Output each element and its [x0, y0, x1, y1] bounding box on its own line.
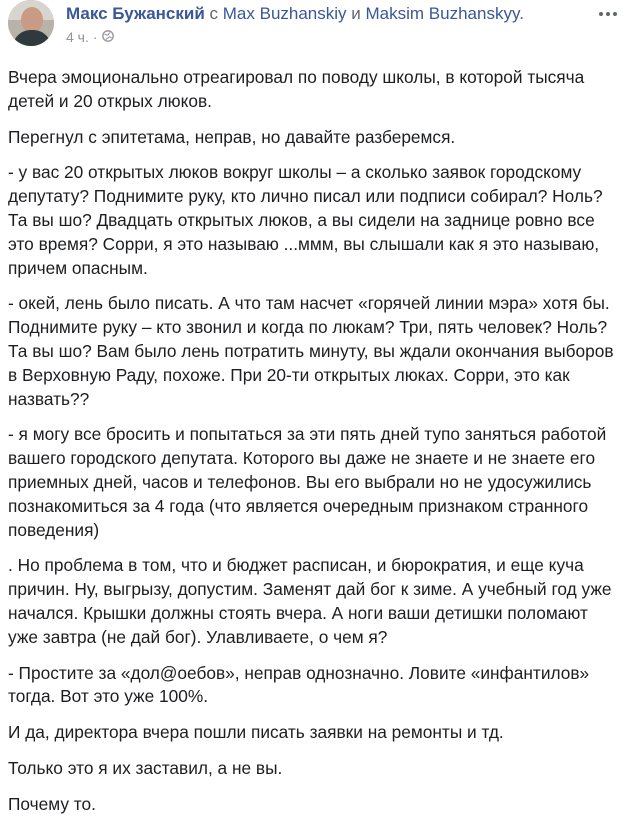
separator-dot: ·: [92, 29, 98, 45]
post-meta: [66, 29, 114, 45]
post-paragraph: Только это я их заставил, а не вы.: [8, 757, 283, 778]
more-options-icon[interactable]: [596, 4, 620, 24]
globe-icon[interactable]: [102, 29, 114, 45]
and-word: и: [351, 4, 361, 23]
post-paragraph: - я могу все бросить и попытаться за эти пять дней тупо заняться работой вашего городского депутата. Которого вы даже не знаете и не знаете его приемных дней, часов и телефонов. Вы его выбрали но не удосужились познакомиться за 4 года (что является очередным признаком странного поведения): [8, 424, 607, 540]
post-body: [8, 66, 620, 829]
post-time[interactable]: 4 ч.: [66, 29, 89, 45]
post-paragraph: Вчера эмоционально отреагировал по поводу школы, в которой тысяча детей и 20 открых люков.: [8, 67, 585, 111]
post-paragraph: Почему то.: [8, 793, 96, 814]
with-word: с: [209, 4, 219, 23]
tagged-person-1[interactable]: Max Buzhanskiy: [222, 4, 347, 23]
post-paragraph: . Но проблема в том, что и бюджет расписан, и бюрократия, и еще куча причин. Ну, выгрызу, допустим. Заменят дай бог к зиме. А учебный год уже начался. Крышки должны стоять вчера. А ноги ваши детишки поломают уже завтра (не дай бог). Улавливаете, о чем я?: [8, 555, 612, 647]
post-paragraph: - окей, лень было писать. А что там насчет «горячей линии мэра» хотя бы. Поднимите руку – кто звонил и когда по люкам? Три, пять человек? Ноль? Та вы шо? Вам было лень потратить минуту, вы ждали окончания выборов в Верховную Раду, похоже. При 20-ти открытых люках. Сорри, это как назвать??: [8, 293, 614, 409]
avatar[interactable]: [8, 0, 54, 46]
post-paragraph: - у вас 20 открытых люков вокруг школы – а сколько заявок городскому депутату? Поднимите руку, кто лично писал или подписи собирал? Ноль? Та вы шо? Двадцать открытых люков, а вы сидели на заднице ровно все это время? Сорри, я это называю ...ммм, вы слышали как я это называю, причем опасным.: [8, 162, 603, 278]
author-line: [66, 4, 524, 24]
tagged-person-2[interactable]: Maksim Buzhanskyy.: [365, 4, 524, 23]
author-name[interactable]: Макс Бужанский: [66, 4, 205, 23]
post-paragraph: - Простите за «дол@оебов», неправ однозначно. Ловите «инфантилов» тогда. Вот это уже 100%.: [8, 662, 590, 707]
post-paragraph: И да, директора вчера пошли писать заявки на ремонты и тд.: [8, 722, 504, 743]
avatar-image: [8, 0, 54, 46]
post-paragraph: Перегнул с эпитетама, неправ, но давайте разберемся.: [8, 126, 456, 147]
